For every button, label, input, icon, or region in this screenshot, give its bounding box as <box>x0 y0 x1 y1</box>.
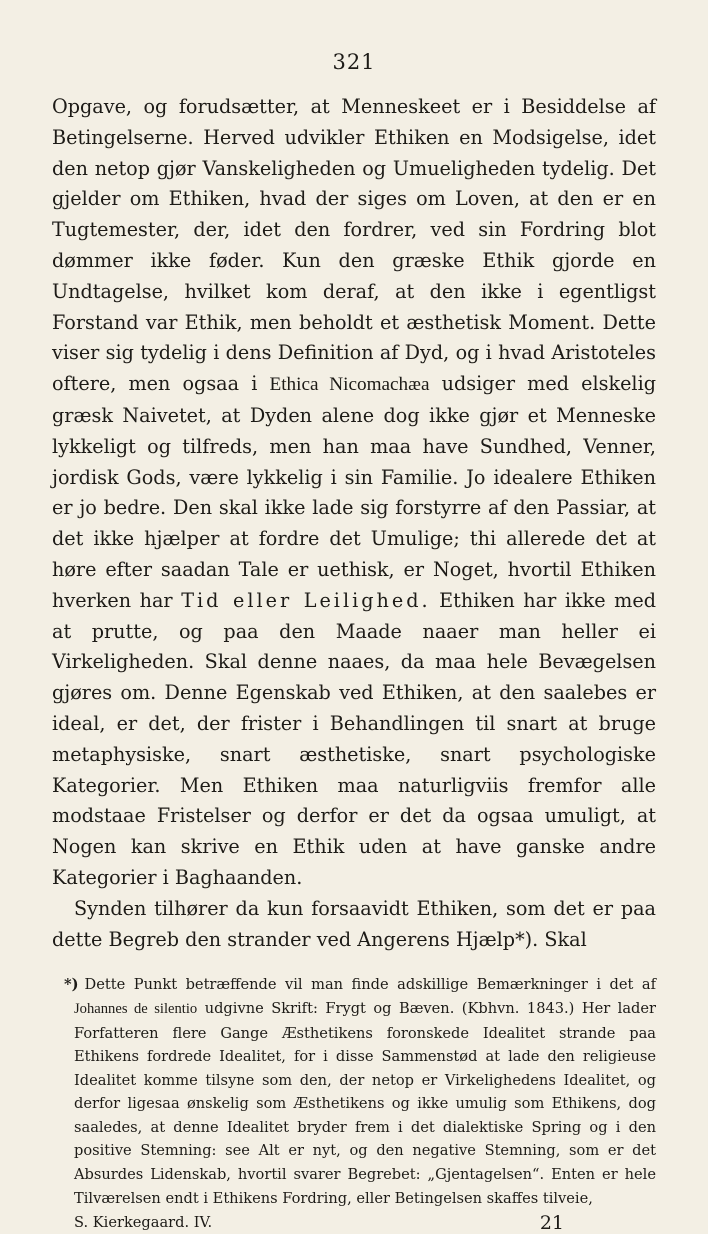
footnote-text-a: Dette Punkt betræffende vil man finde adskillige Bemærkninger i det af <box>84 976 656 994</box>
printer-signature: S. Kierkegaard. IV. <box>74 1214 213 1232</box>
paragraph-1 <box>52 92 656 894</box>
page-number: 321 <box>332 50 376 74</box>
footnote-author: Johannes de silentio <box>74 1000 198 1017</box>
footnote-marker: *) <box>64 976 79 994</box>
paragraph-1-part-a: Opgave, og forudsætter, at Menneskeet er i Besiddelse af Betingelserne. Herved udvikler Ethiken en Modsigelse, idet den netop gjør Vanskeligheden og Umueligheden tydelig. Det gjelder om Ethiken, hvad der siges om Loven, at den er en Tugtemester, der, idet den fordrer, ved sin Fordring blot dømmer ikke føder. Kun den græske Ethik gjorde en Undtagelse, hvilket kom deraf, at den ikke i egentligst Forstand var Ethik, men beholdt et æsthetisk Moment. Dette viser sig tydelig i dens Definition af Dyd, og i hvad Aristoteles oftere, men ogsaa i <box>52 95 656 396</box>
paragraph-2: Synden tilhører da kun forsaavidt Ethiken, som det er paa dette Begreb den strander ved Angerens Hjælp*). Skal <box>52 896 656 951</box>
signature-line <box>52 1212 656 1234</box>
paragraph-1-part-c: Ethiken har ikke med at prutte, og paa den Maade naaer man heller ei Virkeligheden. Skal denne naaes, da maa hele Bevægelsen gjøres om. Denne Egenskab ved Ethiken, at den saalebes er ideal, er det, der frister i Behandlingen til snart at bruge metaphysiske, snart æsthetiske, snart psychologiske Kategorier. Men Ethiken maa naturligviis fremfor alle modstaae Fristelser og derfor er det da ogsaa umuligt, at Nogen kan skrive en Ethik uden at have ganske andre Kategorier i Baghaanden. <box>52 588 656 889</box>
paragraph-1-part-b: udsiger med elskelig græsk Naivetet, at Dyden alene dog ikke gjør et Menneske lykkeligt og tilfreds, men han maa have Sundhed, Venner, jordisk Gods, være lykkelig i sin Familie. Jo idealere Ethiken er jo bedre. Den skal ikke lade sig forstyrre af den Passiar, at det ikke hjælper at fordre det Umulige; thi allerede det at høre efter saadan Tale er uethisk, er Noget, hvortil Ethiken hverken har <box>52 372 656 612</box>
latin-title: Ethica Nicomachæa <box>269 374 430 396</box>
emphasized-phrase: Tid eller Leilighed. <box>181 588 431 612</box>
main-text <box>52 92 656 955</box>
sheet-number: 21 <box>539 1212 564 1234</box>
footnote <box>52 973 656 1210</box>
footnote-text-b: udgivne Skrift: Frygt og Bæven. (Kbhvn. 1843.) Her lader Forfatteren flere Gange Æsthetikens foronskede Idealitet strande paa Ethikens fordrede Idealitet, for i disse Sammenstød at lade den religieuse Idealitet komme tilsyne som den, der netop er Virkelighedens Idealitet, og derfor ligesaa ønskelig som Æsthetikens og ikke umulig som Ethikens, dog saaledes, at denne Idealitet bryder frem i det dialektiske Spring og i den positive Stemning: see Alt er nyt, og den negative Stemning, som er det Absurdes Lidenskab, hvortil svarer Begrebet: „Gjentagelsen“. Enten er hele Tilværelsen endt i Ethikens Fordring, eller Betingelsen skaffes tilveie, <box>74 999 656 1207</box>
